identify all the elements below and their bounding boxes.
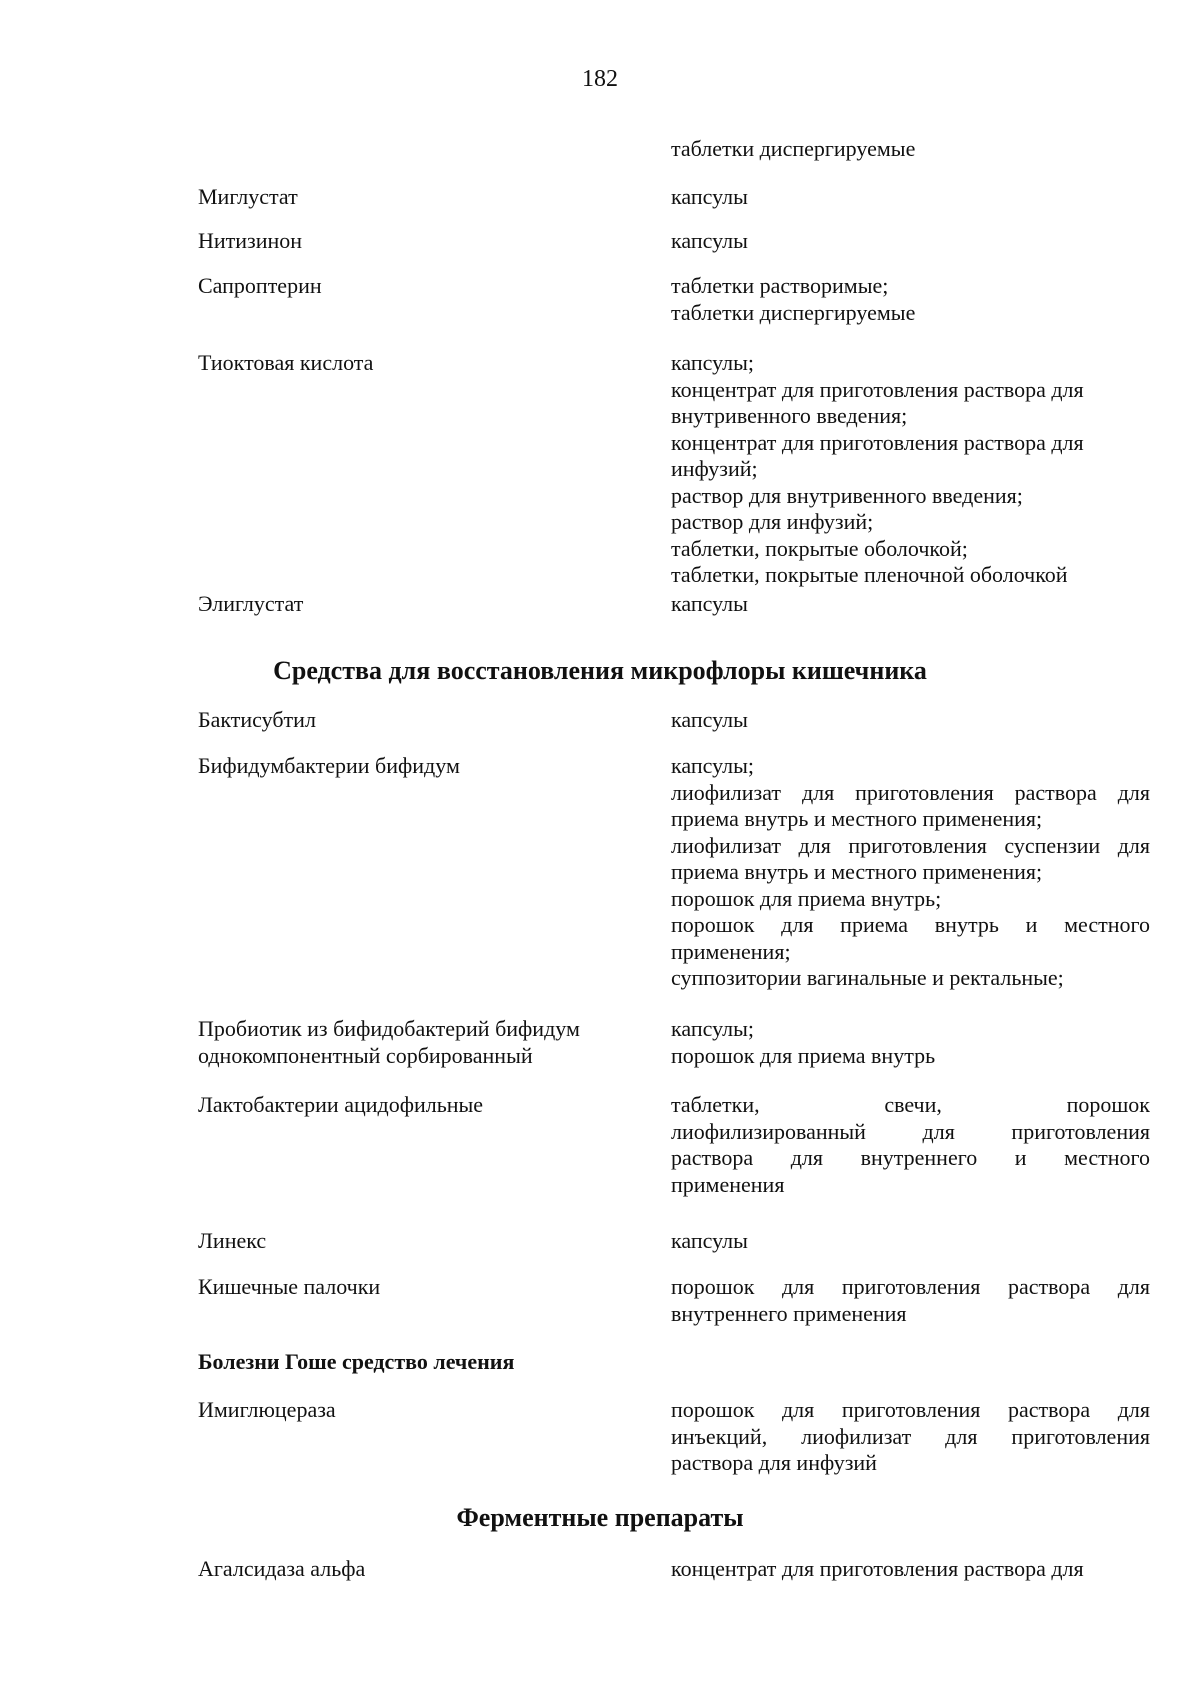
dosage-form-line: применения;: [671, 938, 791, 964]
drug-row: [198, 1397, 1150, 1477]
drug-name-line: Нитизинон: [198, 228, 303, 253]
dosage-form-line: концентрат для приготовления раствора для: [671, 429, 1084, 455]
drug-row: [198, 1556, 1150, 1583]
drug-name-line: Тиоктовая кислота: [198, 350, 374, 375]
dosage-form-line: порошок для приготовления раствора для: [671, 1274, 1150, 1299]
drug-row: [198, 753, 1150, 992]
drug-name: [198, 228, 671, 255]
dosage-form-line: капсулы: [671, 1228, 748, 1253]
dosage-forms: [671, 350, 1150, 589]
dosage-forms: [671, 1274, 1150, 1327]
drug-name: [198, 1556, 671, 1583]
drug-row: [198, 350, 1150, 589]
drug-row: [198, 228, 1150, 255]
page-number: 182: [582, 66, 618, 92]
drug-name-line: Имиглюцераза: [198, 1397, 336, 1422]
drug-name: [198, 1228, 671, 1255]
dosage-form-line: лиофилизированный для приготовления: [671, 1118, 1150, 1144]
dosage-form-line: концентрат для приготовления раствора для: [671, 376, 1084, 402]
drug-row: [198, 1228, 1150, 1255]
drug-name-line: Бифидумбактерии бифидум: [198, 753, 460, 778]
dosage-form-line: раствора для внутреннего и местного: [671, 1145, 1150, 1170]
drug-row: [198, 136, 1150, 163]
drug-name-line: Элиглустат: [198, 591, 304, 616]
dosage-forms: [671, 1092, 1150, 1198]
drug-name: [198, 753, 671, 992]
dosage-form-line: лиофилизат для приготовления раствора для: [671, 779, 1150, 805]
drug-name: [198, 350, 671, 589]
drug-name-line: Пробиотик из бифидобактерий бифидум: [198, 1016, 580, 1041]
drug-name-line: Агалсидаза альфа: [198, 1556, 366, 1581]
dosage-form-line: внутреннего применения: [671, 1300, 907, 1326]
dosage-form-line: капсулы: [671, 591, 748, 616]
drug-name: [198, 591, 671, 618]
dosage-form-line: капсулы;: [671, 1016, 754, 1041]
drug-name: [198, 136, 671, 163]
dosage-form-line: таблетки растворимые;: [671, 273, 889, 298]
dosage-forms: [671, 273, 1150, 326]
drug-name-line: Сапроптерин: [198, 273, 322, 298]
drug-name-line: однокомпонентный сорбированный: [198, 1042, 533, 1068]
dosage-form-line: суппозитории вагинальные и ректальные;: [671, 965, 1064, 990]
dosage-forms: [671, 1228, 1150, 1255]
dosage-form-line: приема внутрь и местного применения;: [671, 806, 1043, 831]
drug-row: [198, 707, 1150, 734]
dosage-forms: [671, 1397, 1150, 1477]
drug-name: [198, 273, 671, 326]
drug-row: [198, 1274, 1150, 1327]
dosage-form-line: таблетки диспергируемые: [671, 299, 916, 325]
drug-name: [198, 1016, 671, 1069]
dosage-forms: [671, 228, 1150, 255]
sub-heading: Болезни Гоше средство лечения: [198, 1349, 515, 1374]
drug-row: [198, 1092, 1150, 1198]
dosage-form-line: таблетки диспергируемые: [671, 136, 916, 161]
dosage-forms: [671, 1556, 1150, 1583]
dosage-forms: [671, 136, 1150, 163]
drug-row: [198, 273, 1150, 326]
dosage-forms: [671, 184, 1150, 211]
drug-name: [198, 1397, 671, 1477]
dosage-forms: [671, 707, 1150, 734]
dosage-form-line: применения: [671, 1171, 785, 1197]
dosage-forms: [671, 591, 1150, 618]
drug-row: [198, 1016, 1150, 1069]
dosage-form-line: порошок для приема внутрь: [671, 1042, 936, 1068]
dosage-form-line: порошок для приема внутрь;: [671, 885, 942, 911]
dosage-form-line: инфузий;: [671, 456, 758, 481]
drug-name-line: Миглустат: [198, 184, 298, 209]
dosage-form-line: внутривенного введения;: [671, 403, 908, 428]
section-heading: Ферментные препараты: [456, 1503, 744, 1532]
drug-name-line: Кишечные палочки: [198, 1274, 381, 1299]
dosage-form-line: таблетки, покрытые пленочной оболочкой: [671, 562, 1068, 587]
dosage-form-line: приема внутрь и местного применения;: [671, 859, 1043, 884]
drug-name-line: Лактобактерии ацидофильные: [198, 1092, 484, 1117]
drug-name: [198, 707, 671, 734]
dosage-form-line: раствор для внутривенного введения;: [671, 482, 1023, 508]
dosage-form-line: порошок для приготовления раствора для: [671, 1397, 1150, 1422]
drug-name-line: Бактисубтил: [198, 707, 316, 732]
dosage-form-line: капсулы: [671, 228, 748, 253]
dosage-form-line: порошок для приема внутрь и местного: [671, 912, 1150, 937]
drug-name-line: Линекс: [198, 1228, 267, 1253]
drug-row: [198, 591, 1150, 618]
dosage-form-line: капсулы: [671, 184, 748, 209]
dosage-form-line: концентрат для приготовления раствора для: [671, 1556, 1084, 1581]
dosage-form-line: капсулы;: [671, 350, 754, 375]
dosage-form-line: раствор для инфузий;: [671, 509, 874, 534]
dosage-form-line: инъекций, лиофилизат для приготовления: [671, 1423, 1150, 1449]
dosage-forms: [671, 753, 1150, 992]
dosage-form-line: капсулы: [671, 707, 748, 732]
dosage-form-line: лиофилизат для приготовления суспензии для: [671, 832, 1150, 858]
dosage-form-line: раствора для инфузий: [671, 1450, 877, 1475]
dosage-form-line: капсулы;: [671, 753, 754, 778]
drug-name: [198, 1274, 671, 1327]
drug-name: [198, 1092, 671, 1198]
drug-name: [198, 184, 671, 211]
drug-row: [198, 184, 1150, 211]
dosage-forms: [671, 1016, 1150, 1069]
dosage-form-line: таблетки, покрытые оболочкой;: [671, 535, 968, 561]
dosage-form-line: таблетки, свечи, порошок: [671, 1092, 1150, 1117]
section-heading: Средства для восстановления микрофлоры кишечника: [273, 656, 927, 685]
